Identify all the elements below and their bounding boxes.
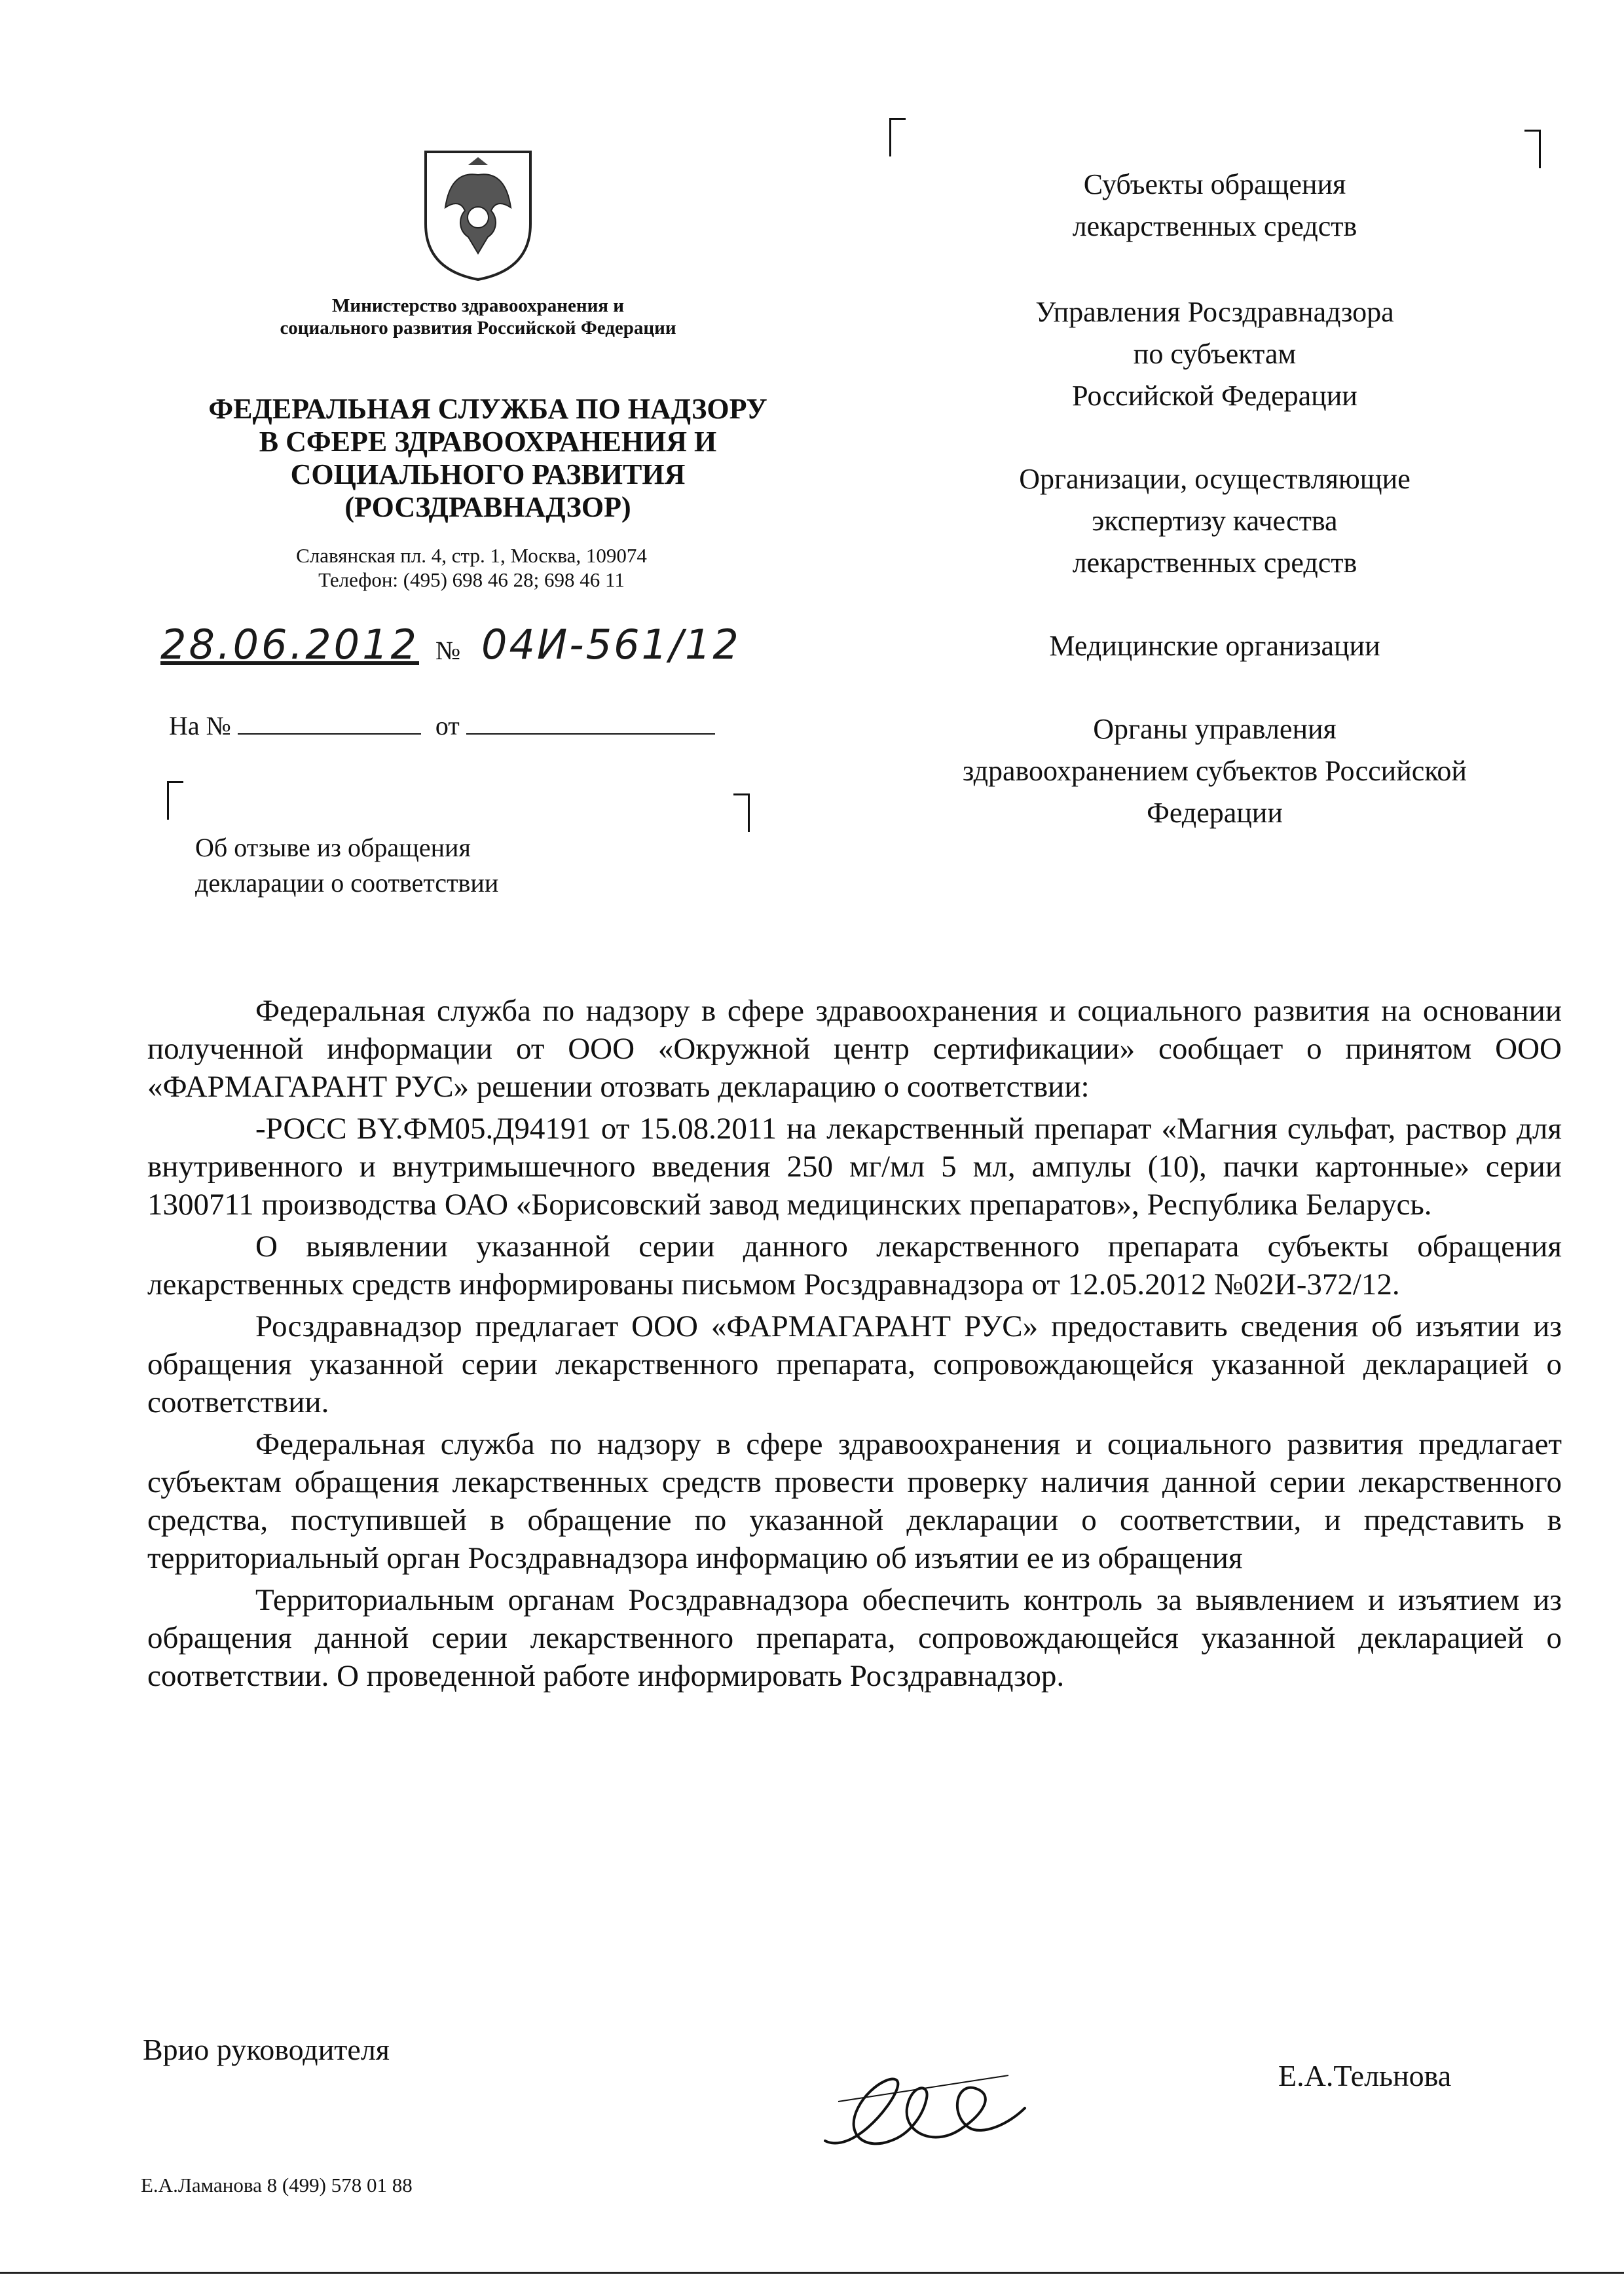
- letter-subject: [195, 830, 654, 901]
- signatory-role: Врио руководителя: [143, 2033, 390, 2066]
- letter-body: [147, 992, 1562, 1699]
- body-paragraph: Федеральная служба по надзору в сфере здравоохранения и социального развития на основании полученной информации от ООО «Окружной центр сертификации» сообщает о принятом ООО «ФАРМАГАРАНТ РУС» решении отозвать декларацию о соответствии:: [147, 994, 1562, 1104]
- corner-bracket: [1524, 130, 1541, 168]
- address-line: Телефон: (495) 698 46 28; 698 46 11: [318, 568, 625, 591]
- recipient-line: Медицинские организации: [1049, 630, 1380, 662]
- corner-bracket: [889, 118, 906, 156]
- recipient-line: здравоохранением субъектов Российской: [963, 755, 1467, 787]
- registration-date: 28.06.2012: [160, 621, 419, 668]
- registration-number-label: №: [435, 636, 461, 665]
- ministry-line: Министерство здравоохранения и: [332, 295, 624, 316]
- reference-number-blank: [238, 714, 421, 735]
- recipient-line: экспертизу качества: [1092, 505, 1338, 537]
- corner-bracket: [733, 793, 750, 832]
- recipient-block: [871, 625, 1559, 667]
- reference-date-blank: [466, 714, 715, 735]
- page-bottom-rule: [0, 2272, 1624, 2274]
- reference-from-label: от: [435, 711, 460, 740]
- registration-number: 04И-561/12: [481, 621, 741, 668]
- agency-line: СОЦИАЛЬНОГО РАЗВИТИЯ: [290, 458, 686, 490]
- reference-label: На №: [169, 711, 231, 740]
- body-paragraph: -РОСС BY.ФМ05.Д94191 от 15.08.2011 на лекарственный препарат «Магния сульфат, раствор для внутривенного и внутримышечного введения 250 мг/мл 5 мл, ампулы (10), пачки картонные» серии 1300711 производства ОАО «Борисовский завод медицинских препаратов», Республика Беларусь.: [147, 1112, 1562, 1222]
- body-paragraph: Федеральная служба по надзору в сфере здравоохранения и социального развития предлагает субъектам обращения лекарственных средств провести проверку наличия данной серии лекарственного средства, поступившей в обращение по указанной декларации о соответствии, и представить в территориальный орган Росздравнадзора информацию об изъятии ее из обращения: [147, 1427, 1562, 1575]
- coat-of-arms-icon: [419, 145, 537, 283]
- agency-line: ФЕДЕРАЛЬНАЯ СЛУЖБА ПО НАДЗОРУ: [208, 393, 767, 425]
- executor-contact: Е.А.Ламанова 8 (499) 578 01 88: [141, 2174, 413, 2196]
- recipient-line: Федерации: [1147, 797, 1283, 829]
- address-line: Славянская пл. 4, стр. 1, Москва, 109074: [296, 544, 647, 567]
- recipient-block: [871, 291, 1559, 417]
- recipient-block: [871, 458, 1559, 584]
- recipient-block: [871, 708, 1559, 834]
- recipient-line: лекарственных средств: [1072, 547, 1357, 579]
- corner-bracket: [167, 781, 183, 820]
- ministry-line: социального развития Российской Федерации: [280, 318, 676, 338]
- registration-line: [154, 621, 809, 673]
- subject-line: декларации о соответствии: [195, 868, 499, 898]
- recipient-line: Субъекты обращения: [1083, 168, 1346, 200]
- agency-address: [196, 543, 747, 592]
- agency-line: В СФЕРЕ ЗДРАВООХРАНЕНИЯ И: [259, 426, 717, 458]
- recipient-line: Управления Росздравнадзора: [1035, 296, 1394, 328]
- subject-line: Об отзыве из обращения: [195, 833, 471, 862]
- recipient-block: [871, 164, 1559, 247]
- body-paragraph: Росздравнадзор предлагает ООО «ФАРМАГАРАНТ РУС» предоставить сведения об изъятии из обращения указанной серии лекарственного препарата, сопровождающейся указанной декларацией о соответствии.: [147, 1309, 1562, 1419]
- reference-line: [169, 710, 758, 741]
- recipient-line: по субъектам: [1133, 338, 1297, 370]
- body-paragraph: О выявлении указанной серии данного лекарственного препарата субъекты обращения лекарственных средств информированы письмом Росздравнадзора от 12.05.2012 №02И-372/12.: [147, 1230, 1562, 1302]
- recipient-line: Организации, осуществляющие: [1019, 463, 1411, 495]
- agency-name: [160, 393, 815, 524]
- signatory-name: Е.А.Тельнова: [1278, 2059, 1452, 2092]
- recipient-line: Российской Федерации: [1072, 380, 1357, 412]
- ministry-name: [216, 295, 740, 339]
- recipient-line: лекарственных средств: [1072, 210, 1357, 242]
- agency-line: (РОСЗДРАВНАДЗОР): [344, 491, 631, 523]
- handwritten-signature: [812, 2062, 1035, 2160]
- body-paragraph: Территориальным органам Росздравнадзора обеспечить контроль за выявлением и изъятием из обращения данной серии лекарственного препарата, сопровождающейся указанной декларацией о соответствии. О проведенной работе информировать Росздравнадзор.: [147, 1583, 1562, 1693]
- recipient-line: Органы управления: [1093, 713, 1337, 745]
